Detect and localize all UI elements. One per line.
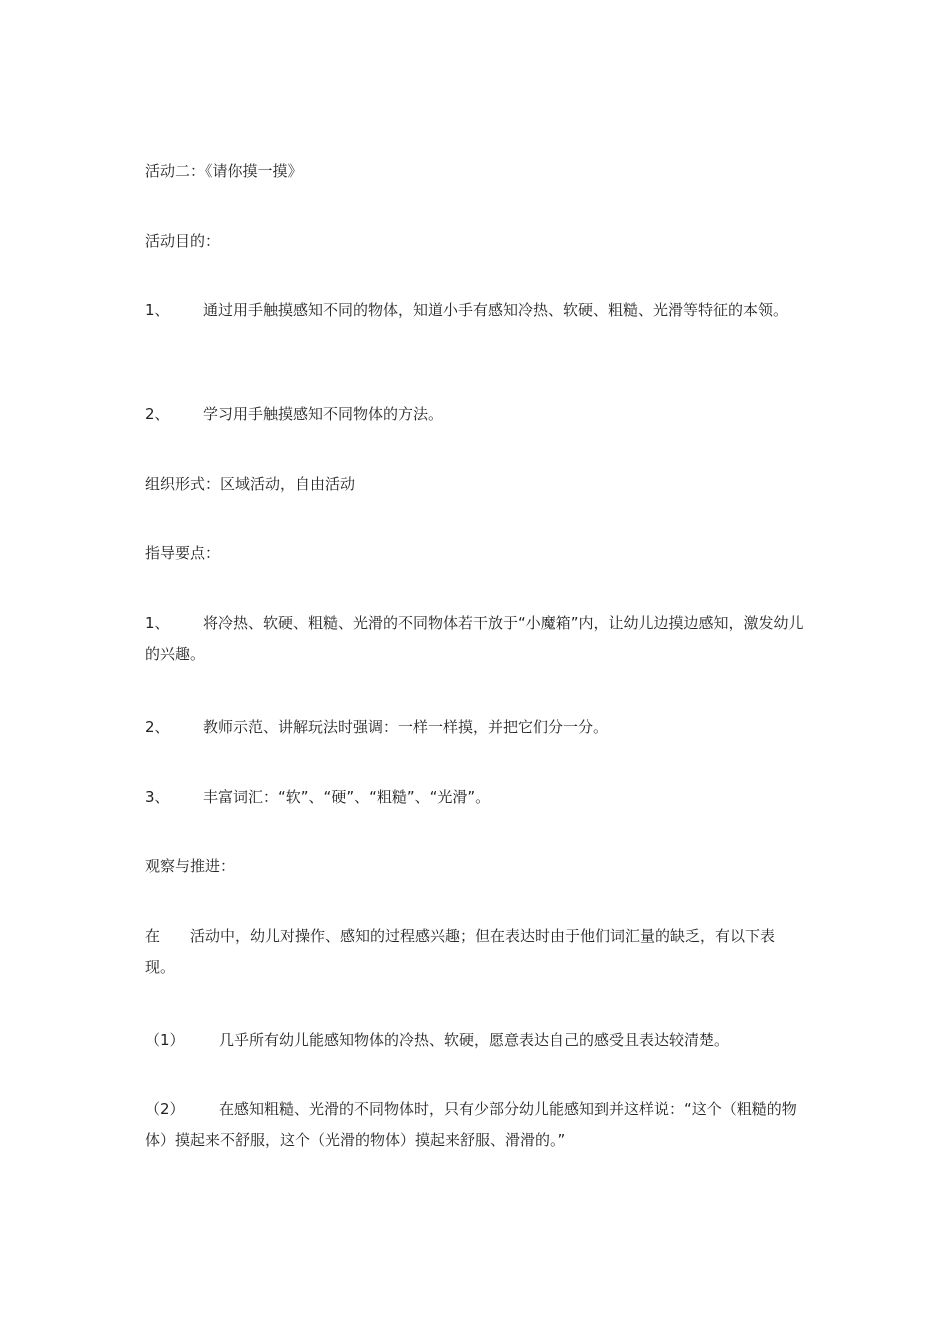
guide-text: 教师示范、讲解玩法时强调：一样一样摸，并把它们分一分。 — [203, 718, 609, 736]
observe-heading: 观察与推进： — [145, 857, 236, 875]
guide-item-1 — [145, 608, 805, 670]
goal-heading: 活动目的： — [145, 232, 221, 250]
observe-paragraph — [145, 921, 805, 983]
goal-number: 1、 — [145, 301, 170, 319]
observation-item-2 — [145, 1094, 805, 1156]
observation-text: 在感知粗糙、光滑的不同物体时，只有少部分幼儿能感知到并这样说：“这个（粗糙的物体）摸起来不舒服，这个（光滑的物体）摸起来舒服、滑滑的。” — [145, 1100, 797, 1149]
guide-number: 3、 — [145, 788, 170, 806]
observation-item-1 — [145, 1025, 805, 1056]
observation-number: （1） — [145, 1031, 185, 1049]
guide-number: 1、 — [145, 614, 170, 632]
goal-number: 2、 — [145, 405, 170, 423]
observation-number: （2） — [145, 1100, 185, 1118]
observation-text: 几乎所有幼儿能感知物体的冷热、软硬，愿意表达自己的感受且表达较清楚。 — [219, 1031, 730, 1049]
organization-form: 组织形式：区域活动，自由活动 — [145, 475, 356, 493]
guide-item-3 — [145, 782, 805, 813]
guide-text: 将冷热、软硬、粗糙、光滑的不同物体若干放于“小魔箱”内，让幼儿边摸边感知，激发幼儿的兴趣。 — [145, 614, 804, 663]
guide-number: 2、 — [145, 718, 170, 736]
guide-heading: 指导要点： — [145, 544, 221, 562]
goal-text: 学习用手触摸感知不同物体的方法。 — [203, 405, 444, 423]
observe-lead: 在 — [145, 927, 161, 945]
activity-title: 活动二：《请你摸一摸》 — [145, 162, 303, 180]
goal-item-2 — [145, 399, 805, 430]
observe-text: 活动中，幼儿对操作、感知的过程感兴趣；但在表达时由于他们词汇量的缺乏，有以下表现。 — [145, 927, 776, 976]
goal-item-1 — [145, 295, 805, 326]
goal-text: 通过用手触摸感知不同的物体，知道小手有感知冷热、软硬、粗糙、光滑等特征的本领。 — [203, 301, 789, 319]
guide-item-2 — [145, 712, 805, 743]
guide-text: 丰富词汇：“软”、“硬”、“粗糙”、“光滑”。 — [203, 788, 491, 806]
